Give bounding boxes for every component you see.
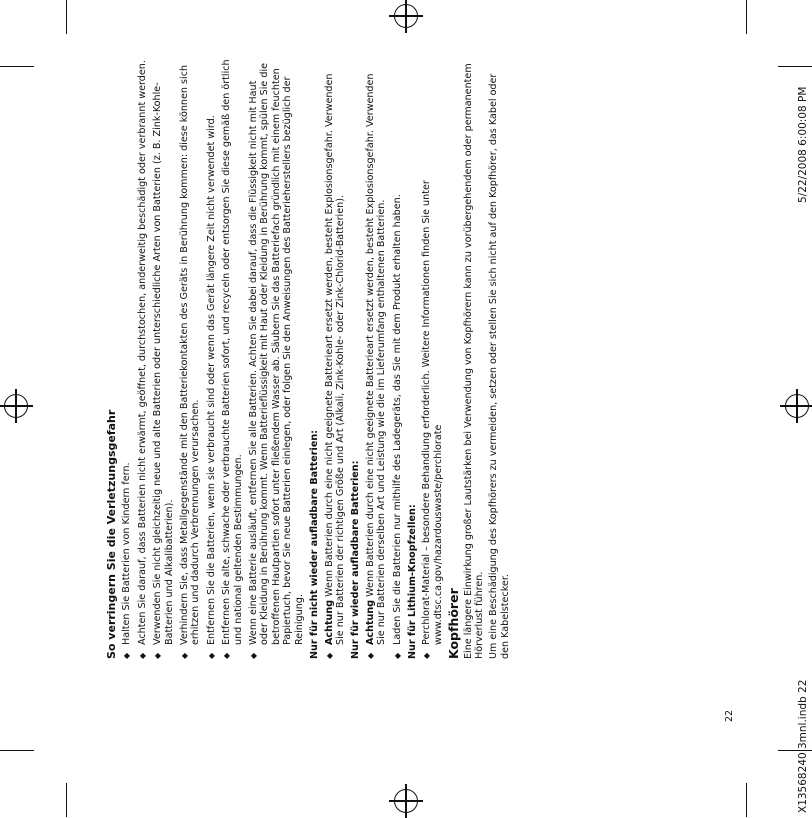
section-title: So verringern Sie die Verletzungsgefahr [105, 409, 118, 659]
bullet-item: ◆ Verwenden Sie nicht gleichzeitig neue und alte Batterien oder unterschiedliche Arten von Batterien (z. B. Zink-Kohle-Batterien und Alkalibatterien). [152, 59, 175, 659]
section-title: Nur für Lithium-Knopfzellen: [406, 504, 418, 659]
bullet-list [365, 59, 403, 659]
section-headphones [448, 59, 511, 659]
bullet-item: ◆ Verhindern Sie, dass Metallgegenstände mit den Batteriekontakten des Geräts in Berührung kommen: diese können sich erhitzen und dadurch Verbrennungen verursachen. [179, 59, 202, 659]
bullet-item: ◆ Achten Sie darauf, dass Batterien nicht erwärmt, geöffnet, durchstochen, anderweitig beschädigt oder verbrannt werden. [137, 59, 148, 659]
warning-lead: Achtung [364, 599, 376, 645]
bullet-item: ◆ Perchlorat-Material – besondere Behandlung erforderlich. Weitere Informationen finden Sie unter www.dtsc.ca.gov/hazardouswaste/perchlorate [421, 59, 444, 659]
bullet-item: ◆ Halten Sie Batterien von Kindern fern. [121, 59, 132, 659]
bullet-item: ◆ Entfernen Sie alte, schwache oder verbrauchte Batterien sofort, und recyceln oder entsorgen Sie diese gemäß den örtlich und national geltenden Bestimmungen. [221, 59, 244, 659]
bullet-list [421, 59, 444, 659]
manual-text-column [106, 59, 514, 659]
section-title: Kopfhörer [446, 588, 462, 659]
bullet-item: ◆ Laden Sie die Batterien nur mithilfe des Ladegeräts, das Sie mit dem Produkt erhalten haben. [392, 59, 403, 659]
bullet-text: Wenn Batterien durch eine nicht geeignete Batterieart ersetzt werden, besteht Explosionsgefahr. Verwenden Sie nur Batterien derselben Art und Leistung wie die im Lieferumfang enthaltenen Batterien. [364, 73, 388, 645]
bullet-text: Wenn Batterien durch eine nicht geeignete Batterieart ersetzt werden, besteht Explosionsgefahr. Verwenden Sie nur Batterien der richtigen Größe und Art (Alkali, Zink-Kohle- oder Zink-Chlorid-Batterien). [323, 73, 346, 645]
bullet-item [324, 59, 347, 659]
print-file-label: X13568240 3mnl.indb 22 [797, 679, 809, 813]
section-safety [106, 59, 305, 659]
print-date-label: 5/22/2008 6:00:08 PM [797, 86, 809, 203]
section-non-rechargeable [309, 59, 346, 659]
paragraph: Um eine Beschädigung des Kopfhörers zu vermeiden, setzen oder stellen Sie sich nicht auf den Kopfhörer, das Kabel oder den Kabelstecker. [488, 73, 511, 659]
bullet-item: ◆ Wenn eine Batterie ausläuft, entfernen Sie alle Batterien. Achten Sie dabei darauf, dass die Flüssigkeit nicht mit Haut oder Kleidung in Berührung kommt. Wenn Batterieflüssigkeit mit Haut oder Kleidung in Berührung kommt, spülen Sie die betroffenen Hautpartien sofort unter fließendem Wasser ab. Säubern Sie das Batteriefach gründlich mit einem feuchten Papiertuch, bevor Sie neue Batterien einlegen, oder folgen Sie den Anweisungen des Batterieherstellers bezüglich der Reinigung. [248, 59, 305, 659]
bullet-list [324, 59, 347, 659]
section-title: Nur für wieder aufladbare Batterien: [350, 460, 362, 659]
warning-lead: Achtung [323, 599, 335, 645]
page-number: 22 [724, 709, 735, 722]
bullet-item [365, 59, 388, 659]
section-rechargeable [350, 59, 403, 659]
bullet-item: ◆ Entfernen Sie die Batterien, wenn sie verbraucht sind oder wenn das Gerät längere Zeit nicht verwendet wird. [206, 59, 217, 659]
bullet-list [121, 59, 305, 659]
section-title: Nur für nicht wieder aufladbare Batterien: [309, 429, 321, 659]
section-lithium [407, 59, 444, 659]
paragraph: Eine längere Einwirkung großer Lautstärken bei Verwendung von Kopfhörern kann zu vorübergehendem oder permanentem Hörverlust führen. [462, 63, 485, 659]
